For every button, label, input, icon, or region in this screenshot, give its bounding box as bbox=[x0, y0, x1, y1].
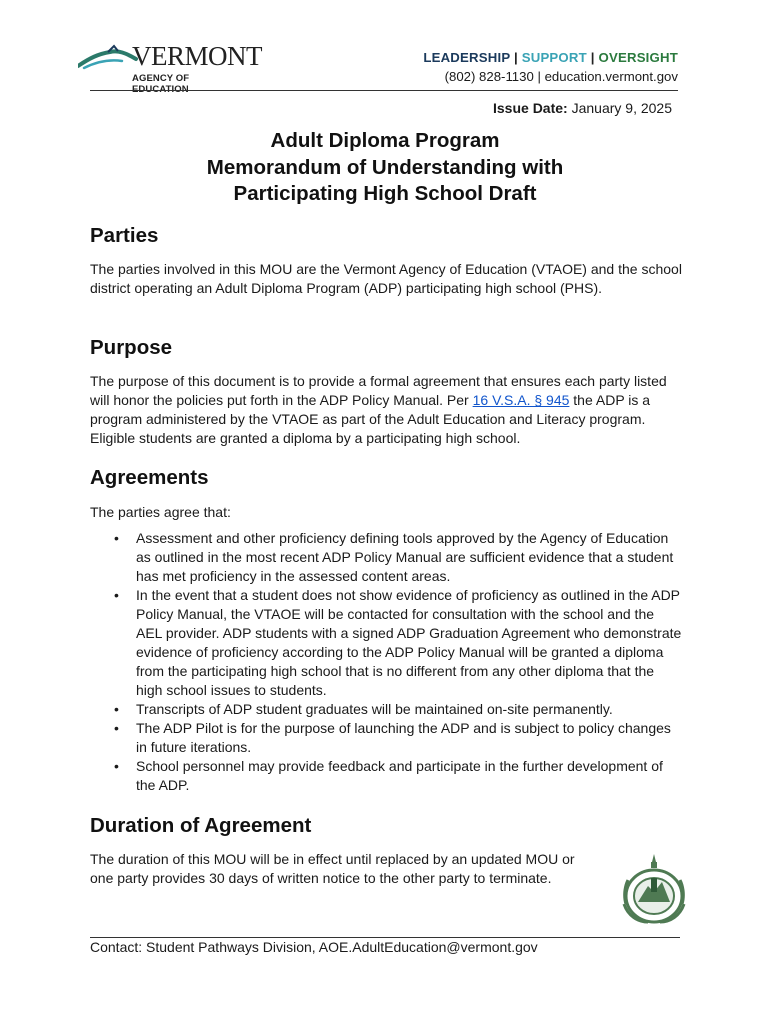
agreements-intro: The parties agree that: bbox=[90, 504, 231, 520]
purpose-text bbox=[90, 372, 682, 448]
list-item: • The ADP Pilot is for the purpose of launching the ADP and is subject to policy changes in future iterations. bbox=[90, 719, 682, 757]
section-heading-purpose: Purpose bbox=[90, 336, 173, 359]
title-line: Memorandum of Understanding with bbox=[206, 155, 564, 179]
duration-text: The duration of this MOU will be in effect until replaced by an updated MOU or one party provides 30 days of written notice to the other party to terminate. bbox=[90, 851, 575, 886]
mountain-logo-icon bbox=[78, 44, 138, 70]
tagline-separator: | bbox=[590, 50, 595, 65]
tagline bbox=[423, 48, 678, 67]
footer-contact: Contact: Student Pathways Division, AOE.AdultEducation@vermont.gov bbox=[90, 939, 538, 955]
issue-date-label: Issue Date: bbox=[493, 100, 568, 116]
issue-date bbox=[493, 100, 672, 116]
list-item: • School personnel may provide feedback and participate in the further development of the ADP. bbox=[90, 757, 682, 795]
title-line: Adult Diploma Program bbox=[270, 129, 500, 152]
section-heading-parties: Parties bbox=[90, 224, 159, 247]
header-divider bbox=[90, 90, 678, 91]
tagline-support: SUPPORT bbox=[521, 50, 587, 65]
vermont-aoe-logo bbox=[78, 40, 262, 95]
header-info bbox=[423, 48, 678, 86]
tagline-separator: | bbox=[513, 50, 518, 65]
purpose-text-after: the ADP is a program administered by the VTAOE as part of the Adult Education and Literacy program. Eligible students are granted a diploma by a participating high school. bbox=[90, 392, 651, 446]
tagline-oversight: OVERSIGHT bbox=[598, 50, 678, 65]
header-contact: (802) 828-1130 | education.vermont.gov bbox=[444, 69, 678, 84]
issue-date-value: January 9, 2025 bbox=[571, 100, 672, 116]
footer-divider bbox=[90, 937, 680, 938]
section-heading-agreements: Agreements bbox=[90, 466, 209, 489]
parties-text: The parties involved in this MOU are the Vermont Agency of Education (VTAOE) and the school district operating an Adult Diploma Program (ADP) participating high school (PHS). bbox=[90, 261, 682, 296]
title-line: Participating High School Draft bbox=[233, 182, 537, 205]
tagline-leadership: LEADERSHIP bbox=[423, 50, 511, 65]
agreements-list bbox=[90, 529, 682, 795]
purpose-text-before: The purpose of this document is to provide a formal agreement that ensures each party listed will honor the policies put forth in the ADP Policy Manual. Per bbox=[90, 373, 667, 408]
vermont-seal-icon bbox=[618, 852, 690, 926]
statute-link[interactable]: 16 V.S.A. § 945 bbox=[472, 392, 570, 408]
list-item: • Transcripts of ADP student graduates will be maintained on-site permanently. bbox=[90, 700, 682, 719]
logo-wordmark: VERMONT bbox=[132, 41, 262, 71]
list-item: • Assessment and other proficiency defining tools approved by the Agency of Education as outlined in the most recent ADP Policy Manual are sufficient evidence that a student has met proficiency in the assessed content areas. bbox=[90, 529, 682, 586]
document-title bbox=[90, 128, 680, 208]
section-heading-duration: Duration of Agreement bbox=[90, 814, 312, 837]
logo-subtitle: AGENCY OF EDUCATION bbox=[132, 73, 190, 95]
list-item: • In the event that a student does not show evidence of proficiency as outlined in the ADP Policy Manual, the VTAOE will be contacted for consultation with the school and the AEL provider. ADP students with a signed ADP Graduation Agreement who demonstrate evidence of proficiency according to the ADP Policy Manual will be granted a diploma from the participating high school that is no different from any other diploma that the high school issues to students. bbox=[90, 586, 682, 700]
